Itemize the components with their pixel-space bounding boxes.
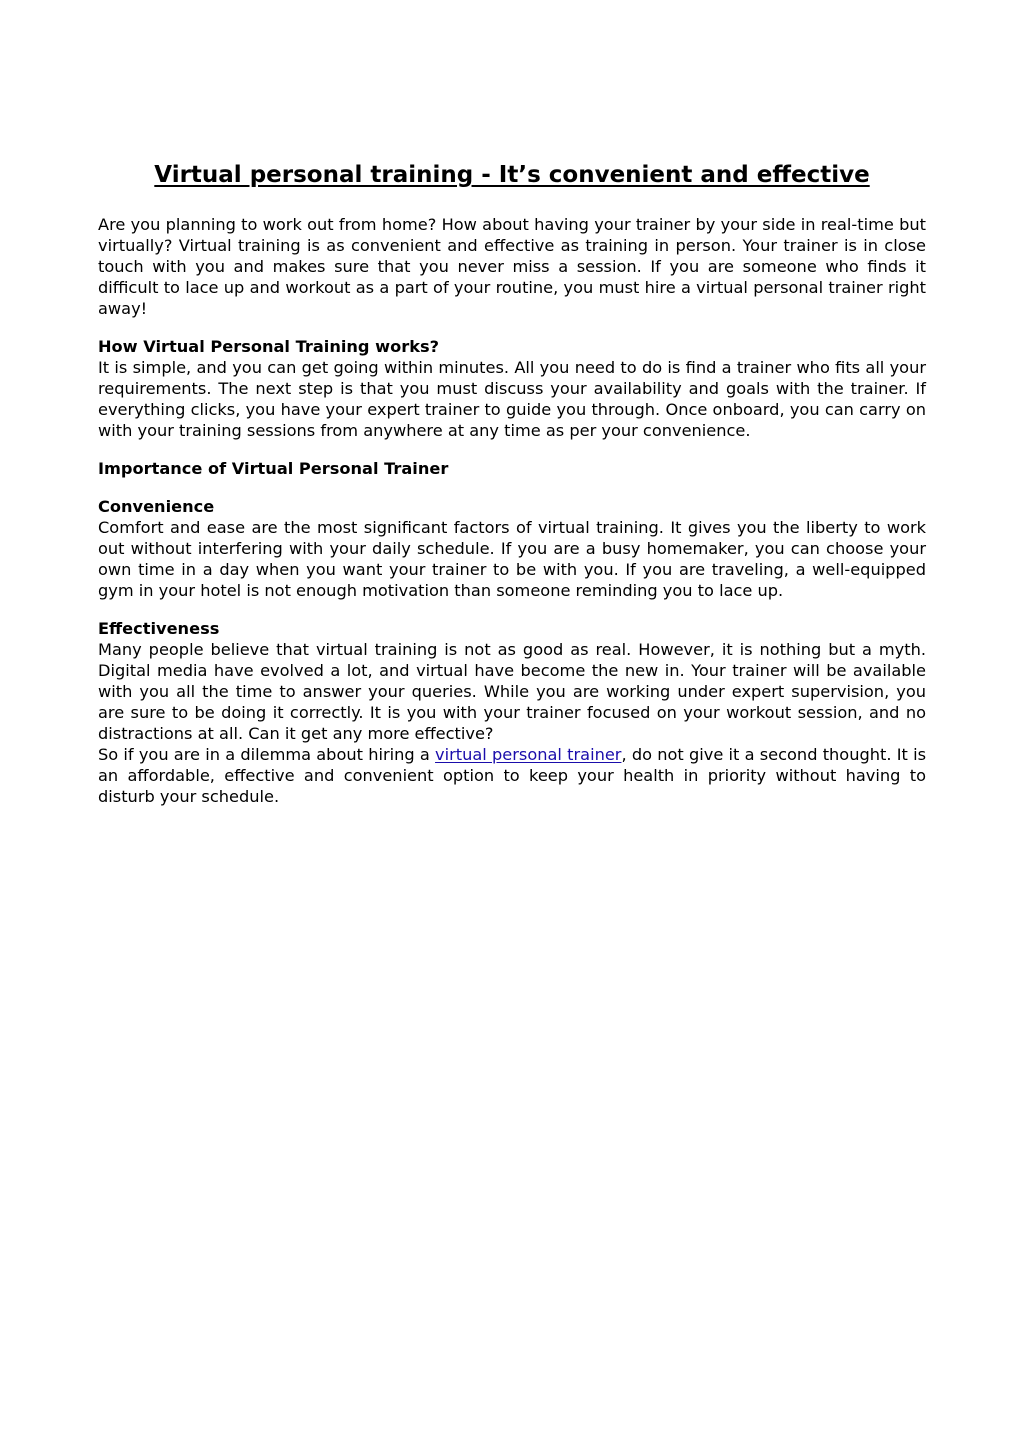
closing-text-after-link: , do not give it a second thought. It is an affordable, effective and convenient option to keep your health in priority without having to disturb your schedule.	[98, 745, 927, 806]
effectiveness-paragraph: Many people believe that virtual training is not as good as real. However, it is nothing but a myth. Digital media have evolved a lot, and virtual have become the new in. Your trainer will be available with you all the time to answer your queries. While you are working under expert supervision, you are sure to be doing it correctly. It is you with your trainer focused on your workout session, and no distractions at all. Can it get any more effective?	[98, 640, 926, 743]
convenience-paragraph: Comfort and ease are the most significant factors of virtual training. It gives you the liberty to work out without interfering with your daily schedule. If you are a busy homemaker, you can choose your own time in a day when you want your trainer to be with you. If you are traveling, a well-equipped gym in your hotel is not enough motivation than someone reminding you to lace up.	[98, 518, 926, 600]
importance-heading: Importance of Virtual Personal Trainer	[98, 459, 449, 478]
how-it-works-paragraph: It is simple, and you can get going within minutes. All you need to do is find a trainer who fits all your requirements. The next step is that you must discuss your availability and goals with the trainer. If everything clicks, you have your expert trainer to guide you through. Once onboard, you can carry on with your training sessions from anywhere at any time as per your convenience.	[98, 358, 926, 440]
how-it-works-heading: How Virtual Personal Training works?	[98, 337, 440, 356]
closing-text-before-link: So if you are in a dilemma about hiring a	[98, 745, 436, 764]
document-title: Virtual personal training - It’s convenient and effective	[154, 162, 870, 188]
effectiveness-heading: Effectiveness	[98, 619, 220, 638]
document-body	[98, 214, 926, 807]
convenience-heading: Convenience	[98, 497, 215, 516]
virtual-personal-trainer-link[interactable]: virtual personal trainer	[435, 745, 622, 764]
closing-paragraph	[98, 744, 926, 807]
intro-paragraph: Are you planning to work out from home? How about having your trainer by your side in real-time but virtually? Virtual training is as convenient and effective as training in person. Your trainer is in close touch with you and makes sure that you never miss a session. If you are someone who finds it difficult to lace up and workout as a part of your routine, you must hire a virtual personal trainer right away!	[98, 215, 926, 318]
